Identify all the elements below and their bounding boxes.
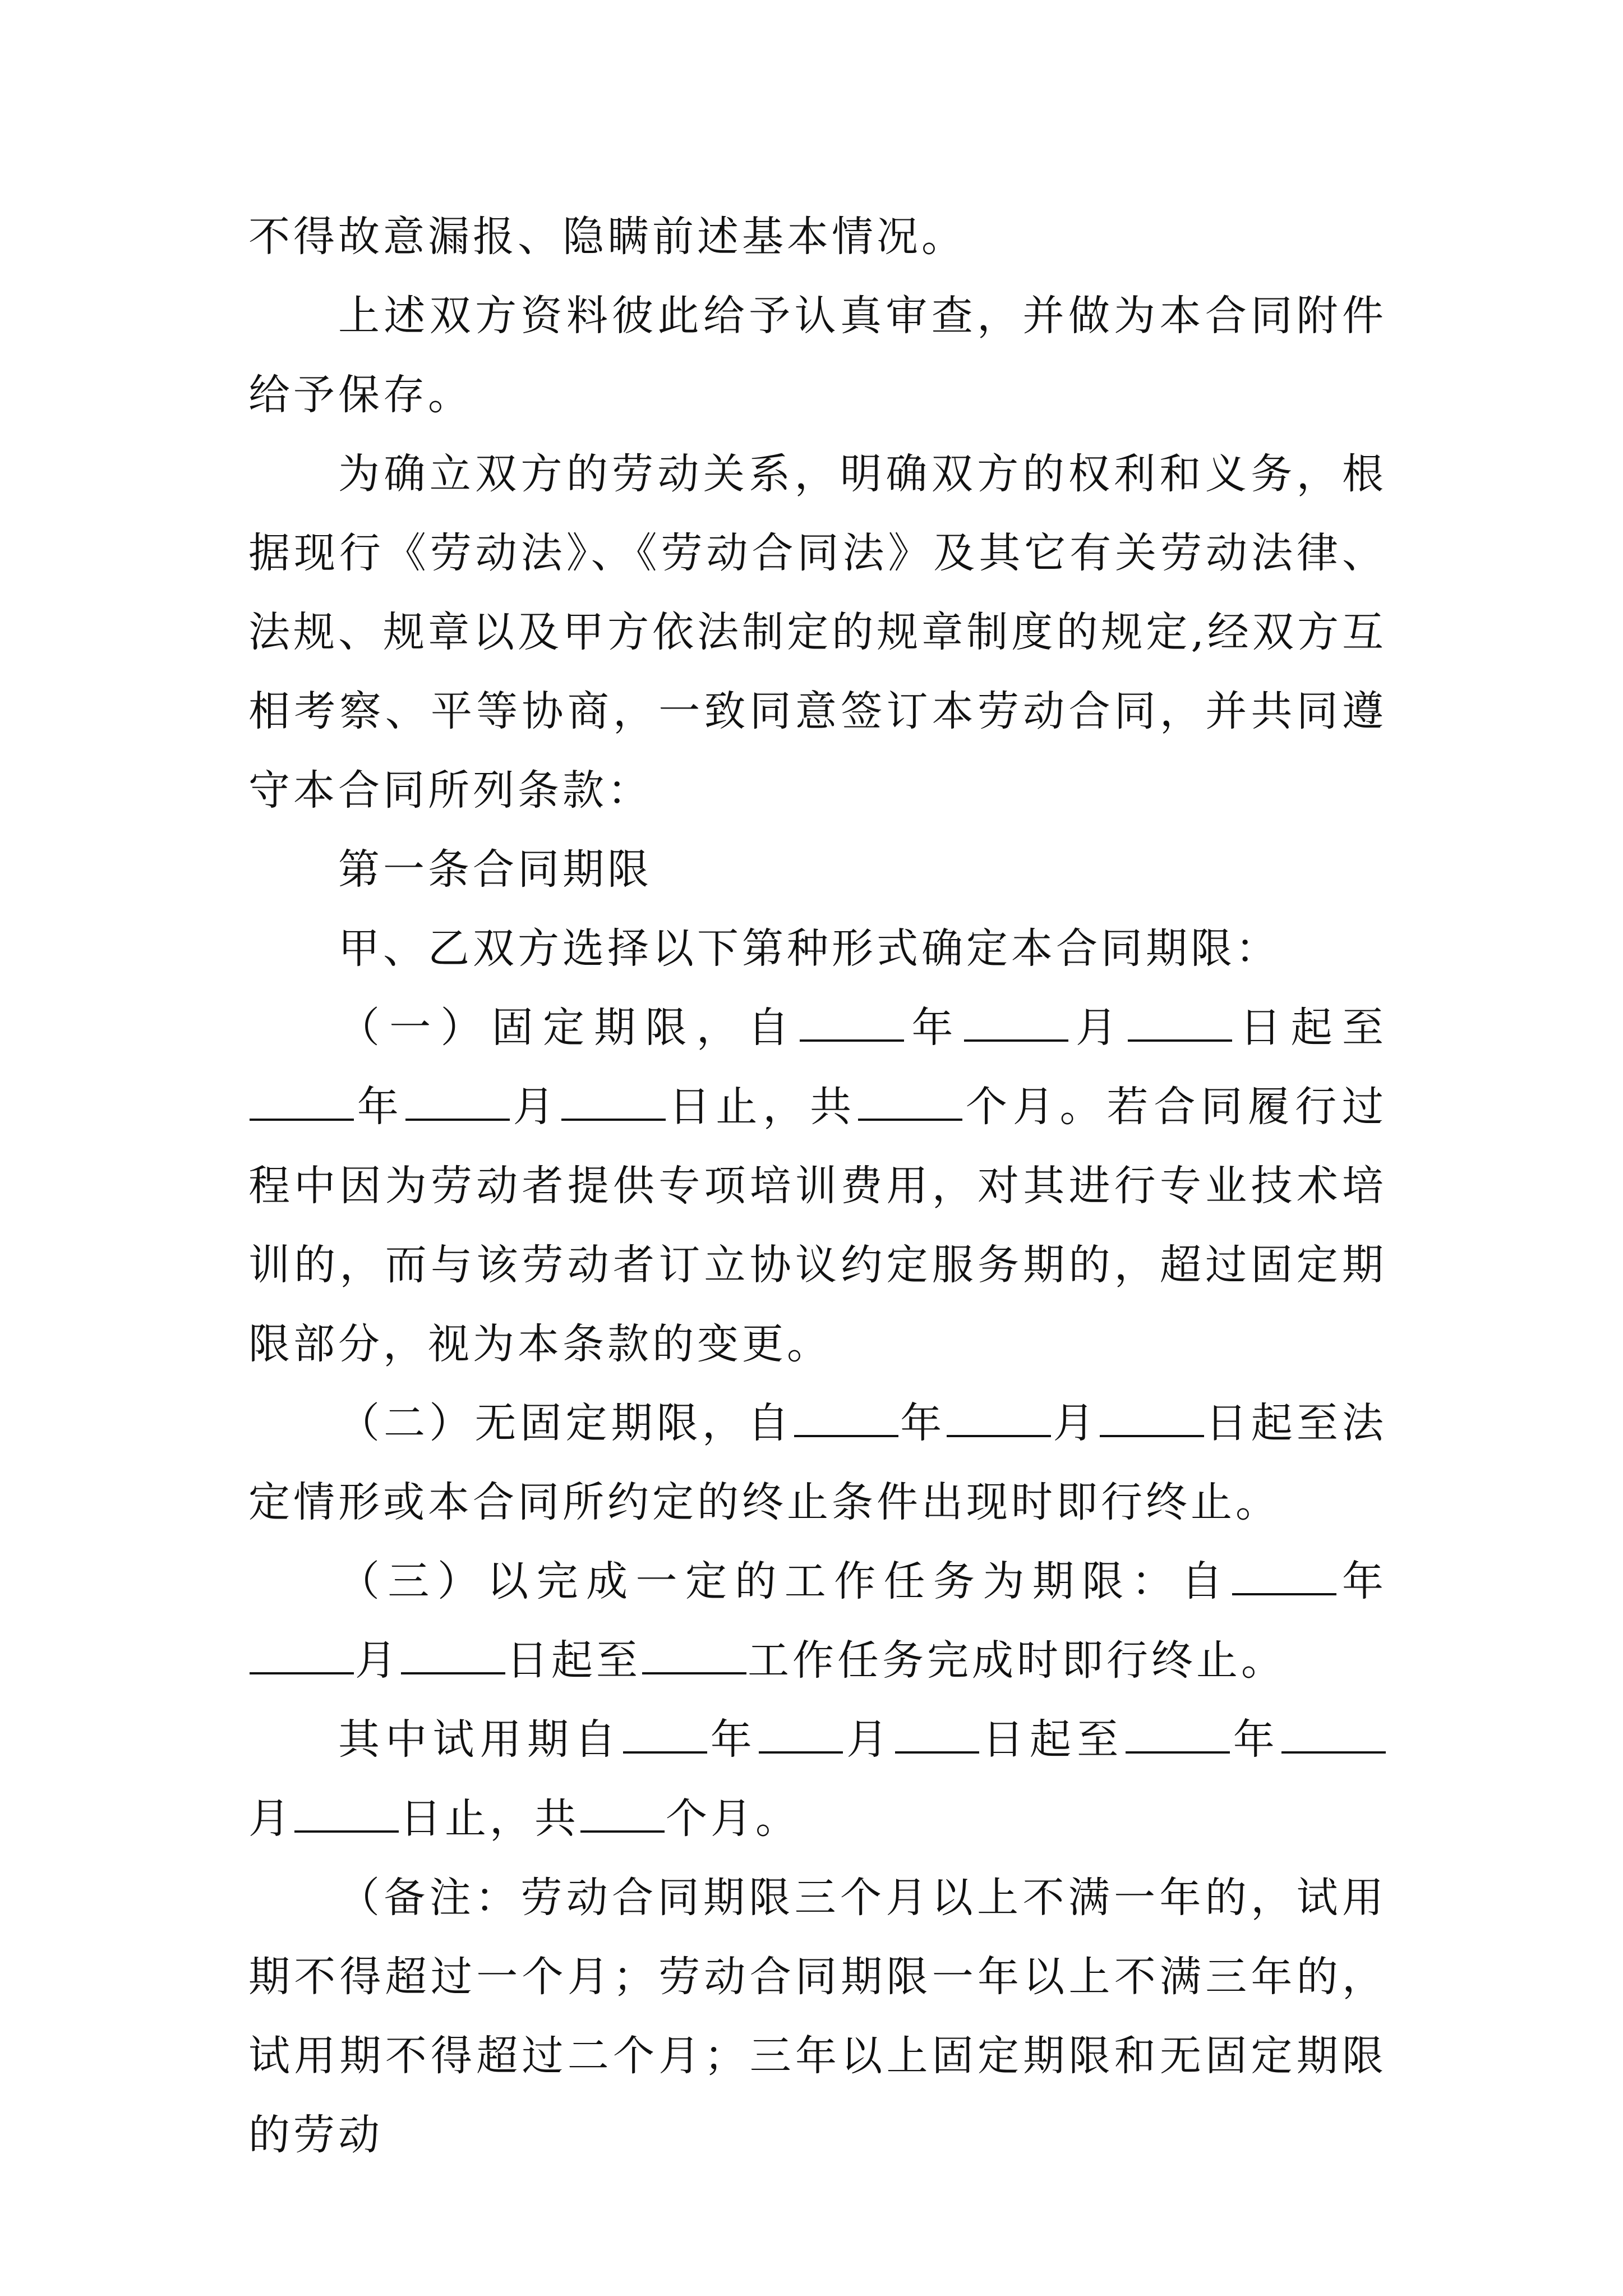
article-heading: 第一条合同期限 (338, 845, 652, 894)
day-label: 日起至 (980, 1715, 1124, 1764)
paragraph-continuation: 不得故意漏报、隐瞒前述基本情况。 (248, 213, 966, 261)
fixed-term-prefix: （一）固定期限，自 (338, 1004, 799, 1052)
task-term-prefix: （三）以完成一定的工作任务为期限：自 (338, 1557, 1231, 1605)
blank-field[interactable] (561, 1083, 666, 1121)
blank-field[interactable] (895, 1716, 979, 1754)
open-term-tail: 日起至法定情形或本合同所约定的终止条件出现时即行终止。 (248, 1399, 1387, 1526)
blank-field[interactable] (401, 1637, 505, 1674)
year-label: 年 (708, 1715, 758, 1764)
year-label: 年 (900, 1399, 946, 1447)
blank-field[interactable] (294, 1795, 399, 1833)
paragraph-fixed-term (248, 988, 1387, 1384)
paragraph-note: （备注：劳动合同期限三个月以上不满一年的，试用期不得超过一个月；劳动合同期限一年以上不满三年的，试用期不得超过二个月；三年以上固定期限和无固定期限的劳动 (248, 1874, 1387, 2159)
month-label: 月 (248, 1795, 293, 1843)
blank-field[interactable] (250, 1083, 354, 1121)
day-label: 日止，共 (666, 1083, 857, 1131)
blank-field[interactable] (1100, 1400, 1204, 1437)
month-label: 月 (1069, 1004, 1127, 1052)
probation-prefix: 其中试用期自 (338, 1715, 622, 1764)
document-body (248, 197, 1387, 2175)
task-term-tail: 工作任务完成时即行终止。 (748, 1636, 1286, 1685)
month-label: 月 (510, 1083, 560, 1131)
paragraph-review: 上述双方资料彼此给予认真审查，并做为本合同附件给予保存。 (248, 292, 1387, 419)
paragraph-open-term (248, 1384, 1387, 1542)
blank-field[interactable] (642, 1637, 746, 1674)
paragraph-term-choice: 甲、乙双方选择以下第种形式确定本合同期限： (338, 924, 1280, 973)
day-label: 日起至 (1233, 1004, 1387, 1052)
fixed-term-tail: 个月。若合同履行过程中因为劳动者提供专项培训费用，对其进行专业技术培训的，而与该劳动者订立协议约定服务期的，超过固定期限部分，视为本条款的变更。 (248, 1083, 1387, 1368)
blank-field[interactable] (1281, 1716, 1386, 1754)
blank-field[interactable] (800, 1004, 904, 1042)
year-label: 年 (355, 1083, 404, 1131)
day-label: 日起至 (506, 1636, 641, 1685)
blank-field[interactable] (947, 1400, 1051, 1437)
month-label: 月 (355, 1636, 400, 1685)
year-label: 年 (1230, 1715, 1280, 1764)
blank-field[interactable] (623, 1716, 707, 1754)
blank-field[interactable] (794, 1400, 898, 1437)
blank-field[interactable] (858, 1083, 962, 1121)
open-term-prefix: （二）无固定期限，自 (338, 1399, 794, 1447)
blank-field[interactable] (1232, 1558, 1336, 1595)
day-label: 日止，共 (400, 1795, 579, 1843)
paragraph-purpose: 为确立双方的劳动关系，明确双方的权利和义务，根据现行《劳动法》、《劳动合同法》及其它有关劳动法律、法规、规章以及甲方依法制定的规章制度的规定,经双方互相考察、平等协商，一致同意签订本劳动合同，并共同遵守本合同所列条款： (248, 450, 1387, 815)
month-label: 月 (844, 1715, 894, 1764)
paragraph-probation (248, 1700, 1387, 1858)
blank-field[interactable] (1128, 1004, 1232, 1042)
year-label: 年 (1337, 1557, 1387, 1605)
month-label: 月 (1052, 1399, 1099, 1447)
blank-field[interactable] (1126, 1716, 1230, 1754)
blank-field[interactable] (405, 1083, 510, 1121)
year-label: 年 (905, 1004, 963, 1052)
blank-field[interactable] (250, 1637, 354, 1674)
blank-field[interactable] (580, 1795, 665, 1833)
paragraph-task-term (248, 1542, 1387, 1700)
probation-tail: 个月。 (666, 1795, 800, 1843)
blank-field[interactable] (964, 1004, 1068, 1042)
blank-field[interactable] (759, 1716, 843, 1754)
